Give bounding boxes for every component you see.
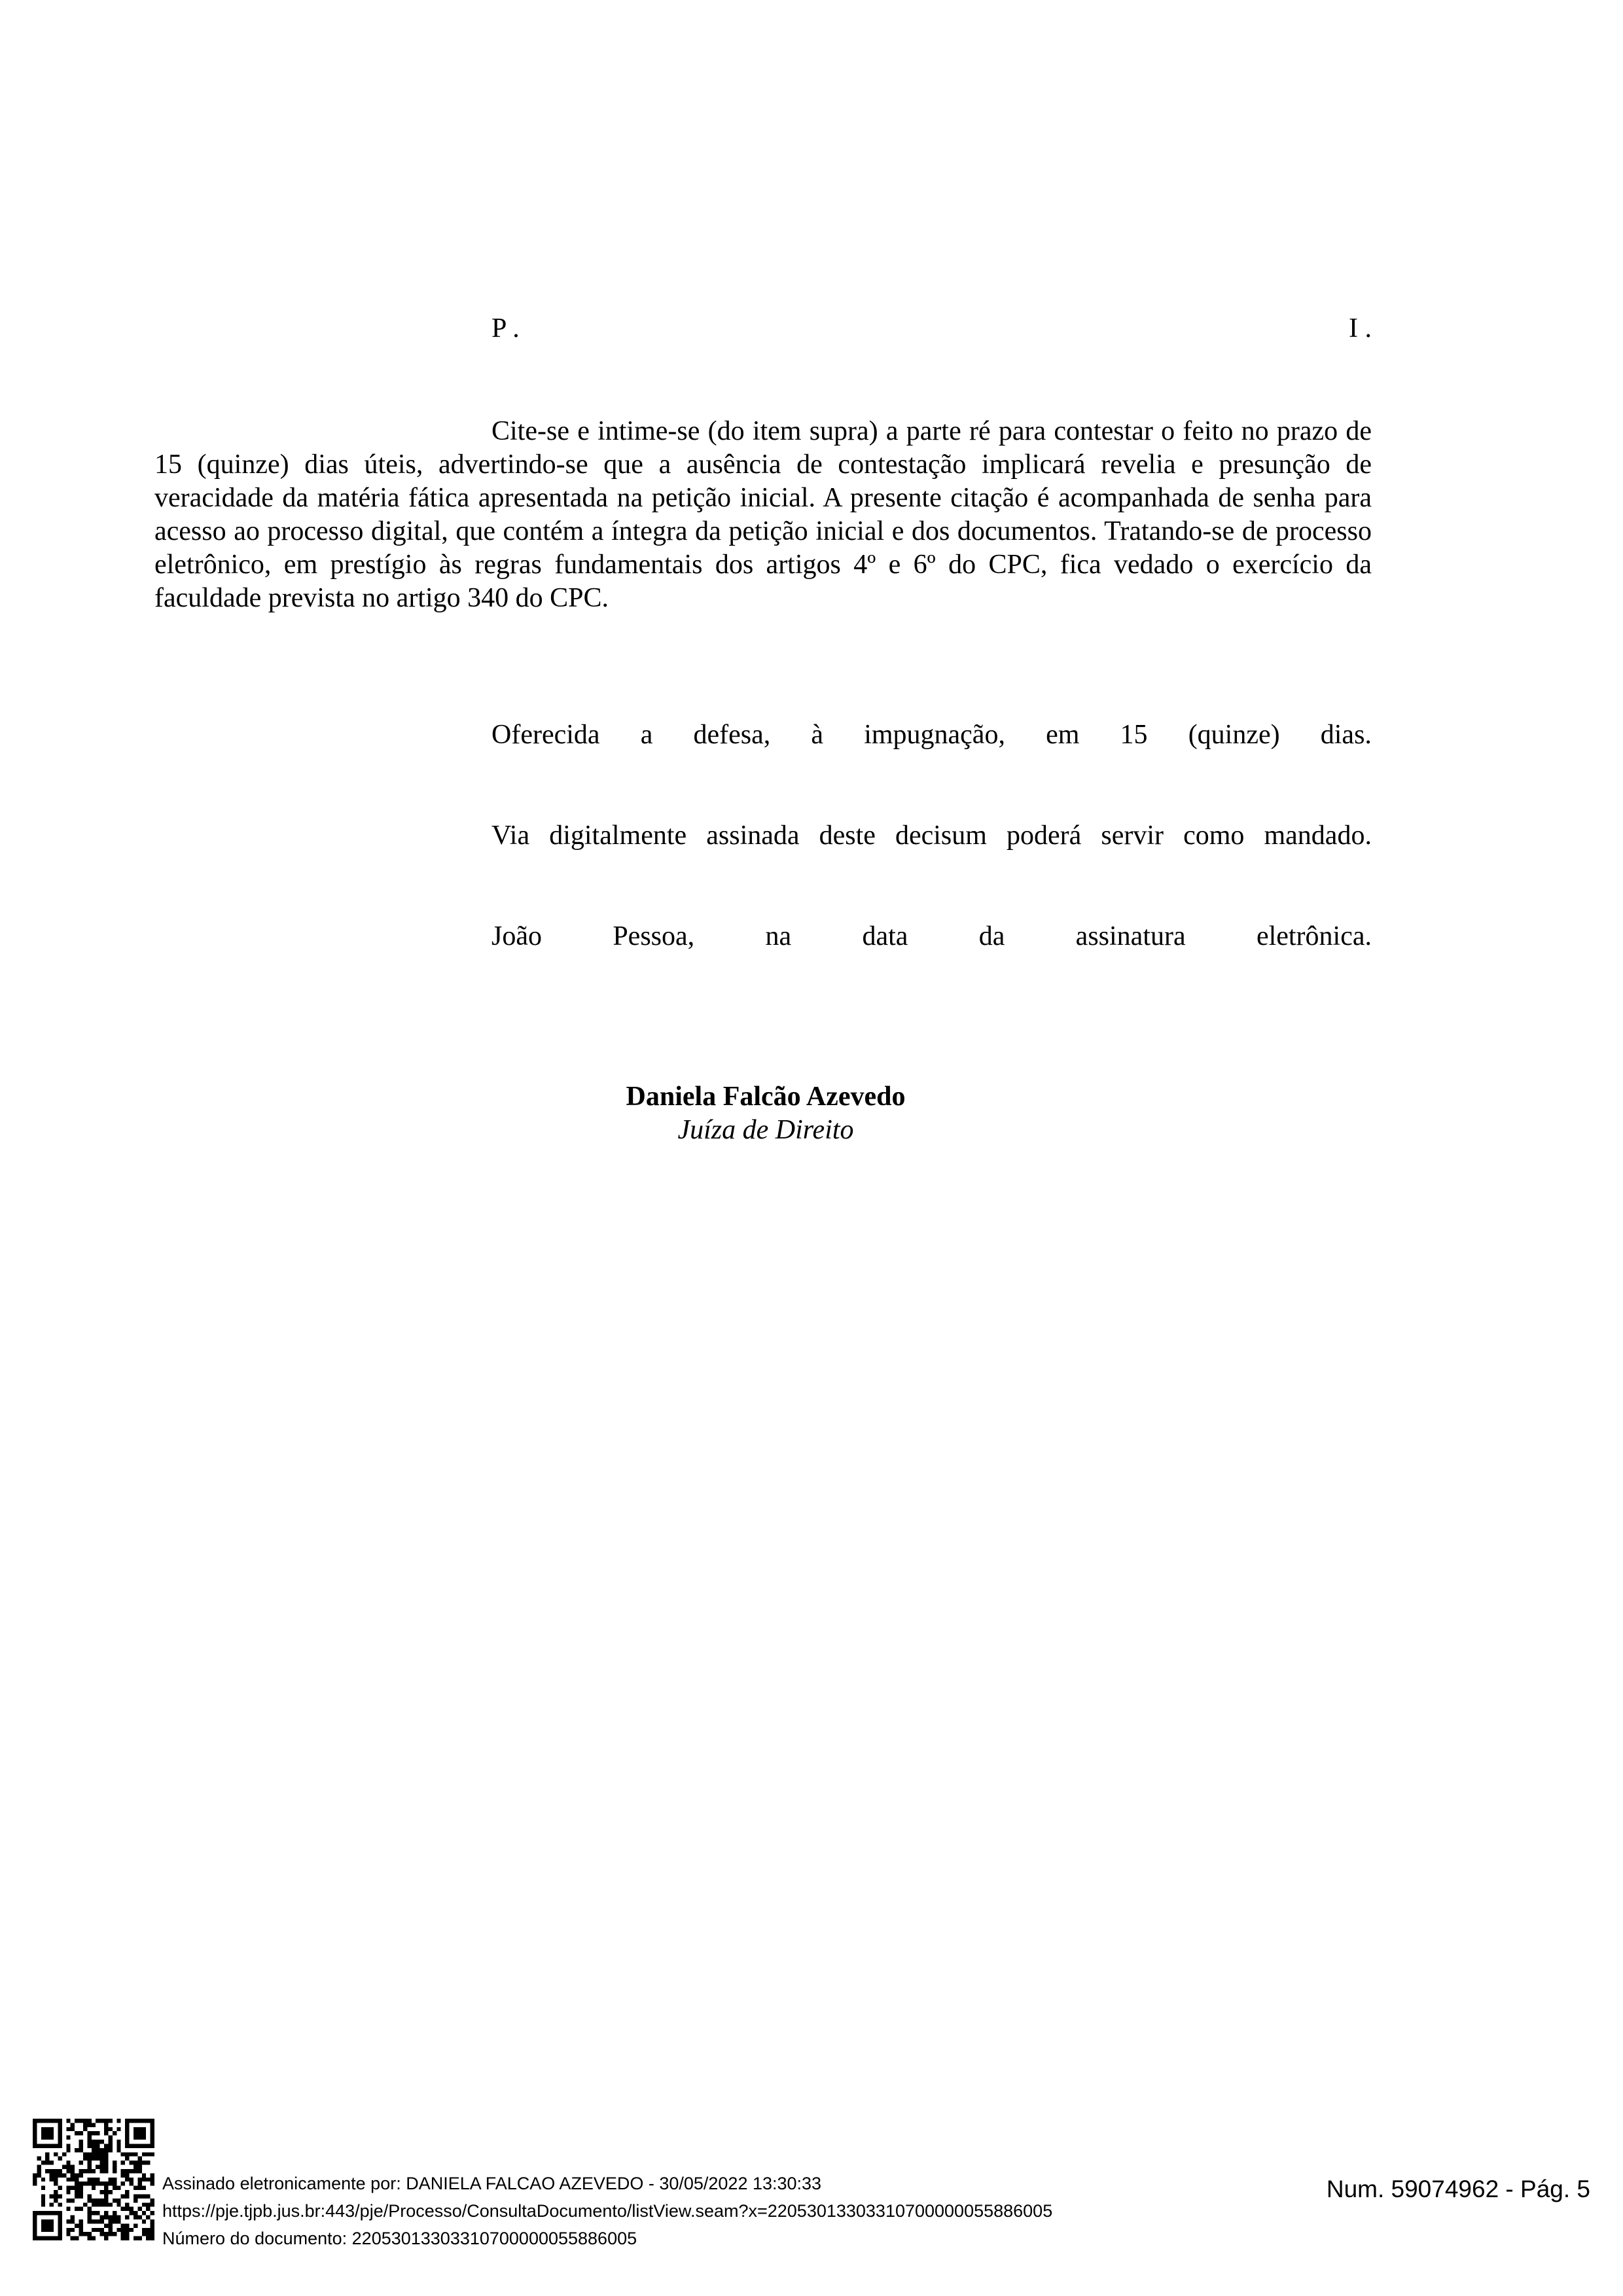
word: decisum bbox=[895, 821, 987, 851]
word: Via bbox=[491, 821, 530, 851]
word: dias. bbox=[1320, 720, 1372, 750]
footer-page-ref: Num. 59074962 - Pág. 5 bbox=[1326, 2176, 1590, 2202]
footer-doc-number: Número do documento: 22053013303310700000055886005 bbox=[162, 2229, 637, 2248]
footer-signature-info bbox=[162, 2170, 1052, 2252]
word: digitalmente bbox=[549, 821, 687, 851]
citation-paragraph bbox=[154, 415, 1372, 615]
publique-intime-line bbox=[491, 312, 1372, 345]
footer-signed-by: Assinado eletronicamente por: DANIELA FALCAO AZEVEDO - 30/05/2022 13:30:33 bbox=[162, 2174, 822, 2193]
footer-url[interactable]: https://pje.tjpb.jus.br:443/pje/Processo/ConsultaDocumento/listView.seam?x=22053013303310700000055886005 bbox=[162, 2201, 1053, 2221]
word: impugnação, bbox=[864, 720, 1005, 750]
word: poderá bbox=[1007, 821, 1082, 851]
word: a bbox=[640, 720, 653, 750]
word: mandado. bbox=[1264, 821, 1372, 851]
word: eletrônica. bbox=[1256, 921, 1372, 951]
word: Pessoa, bbox=[613, 921, 695, 951]
signature-block bbox=[589, 1080, 942, 1147]
word: servir bbox=[1101, 821, 1164, 851]
word: 15 bbox=[1120, 720, 1148, 750]
word: como bbox=[1183, 821, 1245, 851]
defense-line bbox=[491, 718, 1372, 752]
word: na bbox=[765, 921, 792, 951]
word: assinada bbox=[706, 821, 800, 851]
mandate-line bbox=[491, 819, 1372, 853]
judge-role: Juíza de Direito bbox=[677, 1115, 854, 1145]
word: em bbox=[1046, 720, 1080, 750]
pi-left: P . bbox=[491, 313, 520, 344]
word: à bbox=[811, 720, 824, 750]
qr-code-icon bbox=[33, 2119, 154, 2240]
word: data bbox=[862, 921, 908, 951]
word: deste bbox=[819, 821, 876, 851]
word: (quinze) bbox=[1188, 720, 1280, 750]
word: João bbox=[491, 921, 542, 951]
word: Oferecida bbox=[491, 720, 600, 750]
word: defesa, bbox=[693, 720, 771, 750]
word: da bbox=[978, 921, 1005, 951]
word: assinatura bbox=[1075, 921, 1186, 951]
citation-paragraph-text: Cite-se e intime-se (do item supra) a parte ré para contestar o feito no prazo de 15 (quinze) dias úteis, advertindo-se que a ausência de contestação implicará revelia e presunção de veracidade da matéria fática apresentada na petição inicial. A presente citação é acompanhada de senha para acesso ao processo digital, que contém a íntegra da petição inicial e dos documentos. Tratando-se de processo eletrônico, em prestígio às regras fundamentais dos artigos 4º e 6º do CPC, fica vedado o exercício da faculdade prevista no artigo 340 do CPC. bbox=[154, 416, 1372, 613]
pi-right: I . bbox=[1349, 313, 1372, 344]
place-date-line bbox=[491, 920, 1372, 953]
judge-name: Daniela Falcão Azevedo bbox=[626, 1082, 906, 1112]
